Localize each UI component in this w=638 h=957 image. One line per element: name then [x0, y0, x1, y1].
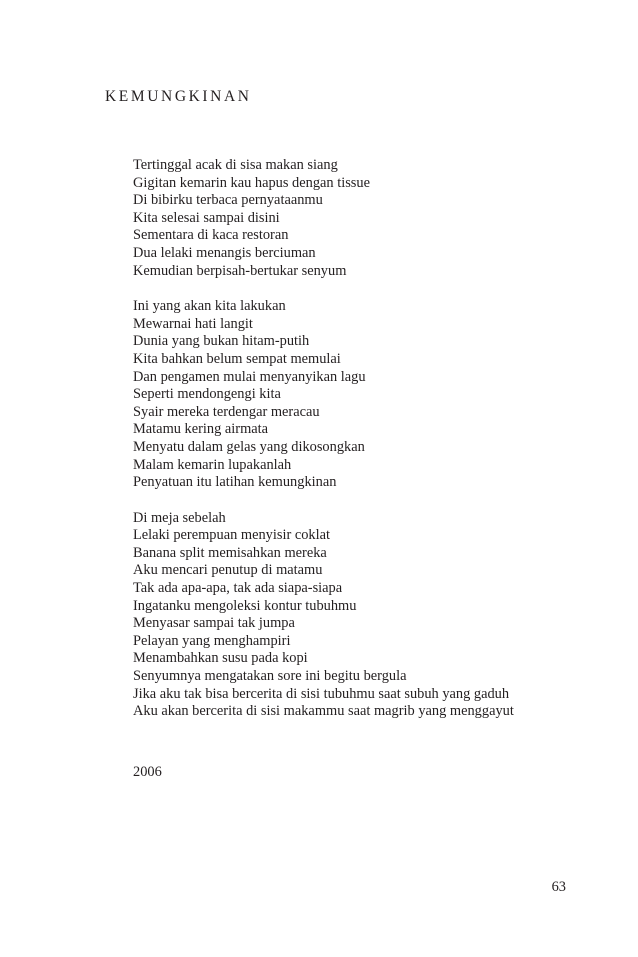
- poem-line: Tak ada apa-apa, tak ada siapa-siapa: [133, 580, 343, 597]
- poem-line: Penyatuan itu latihan kemungkinan: [133, 474, 337, 491]
- stanza: [133, 157, 613, 280]
- poem-line: Banana split memisahkan mereka: [133, 544, 327, 561]
- poem-year: 2006: [133, 764, 162, 780]
- poem-line: Tertinggal acak di sisa makan siang: [133, 157, 338, 173]
- stanza: [133, 510, 613, 721]
- poem-line: Mewarnai hati langit: [133, 315, 253, 332]
- poem-line: Lelaki perempuan menyisir coklat: [133, 527, 330, 544]
- poem-body: [133, 157, 613, 739]
- poem-line: Menambahkan susu pada kopi: [133, 650, 308, 667]
- poem-title: KEMUNGKINAN: [105, 88, 252, 105]
- poem-line: Matamu kering airmata: [133, 421, 269, 438]
- poem-line: Kita selesai sampai disini: [133, 209, 280, 226]
- poem-line: Gigitan kemarin kau hapus dengan tissue: [133, 174, 370, 191]
- poem-line: Jika aku tak bisa bercerita di sisi tubuhmu saat subuh yang gaduh: [133, 685, 510, 702]
- poem-line: Pelayan yang menghampiri: [133, 632, 291, 649]
- stanza: [133, 298, 613, 492]
- poem-line: Seperti mendongengi kita: [133, 386, 281, 403]
- poem-line: Kemudian berpisah-bertukar senyum: [133, 262, 347, 279]
- poem-line: Menyatu dalam gelas yang dikosongkan: [133, 438, 365, 455]
- poem-line: Dunia yang bukan hitam-putih: [133, 333, 310, 350]
- page-number: 63: [551, 879, 566, 895]
- poem-line: Ingatanku mengoleksi kontur tubuhmu: [133, 597, 357, 614]
- poem-line: Dua lelaki menangis berciuman: [133, 244, 316, 261]
- poem-line: Senyumnya mengatakan sore ini begitu bergula: [133, 668, 407, 685]
- poem-line: Sementara di kaca restoran: [133, 227, 289, 244]
- poem-line: Kita bahkan belum sempat memulai: [133, 350, 341, 367]
- poem-line: Aku mencari penutup di matamu: [133, 562, 323, 579]
- poem-line: Syair mereka terdengar meracau: [133, 403, 320, 420]
- poem-line: Di meja sebelah: [133, 509, 226, 526]
- poem-line: Menyasar sampai tak jumpa: [133, 615, 295, 632]
- poem-line: Di bibirku terbaca pernyataanmu: [133, 192, 323, 209]
- poem-line: Malam kemarin lupakanlah: [133, 456, 292, 473]
- poem-line: Aku akan bercerita di sisi makammu saat magrib yang menggayut: [133, 703, 514, 720]
- poem-line: Ini yang akan kita lakukan: [133, 298, 286, 315]
- poem-line: Dan pengamen mulai menyanyikan lagu: [133, 368, 366, 385]
